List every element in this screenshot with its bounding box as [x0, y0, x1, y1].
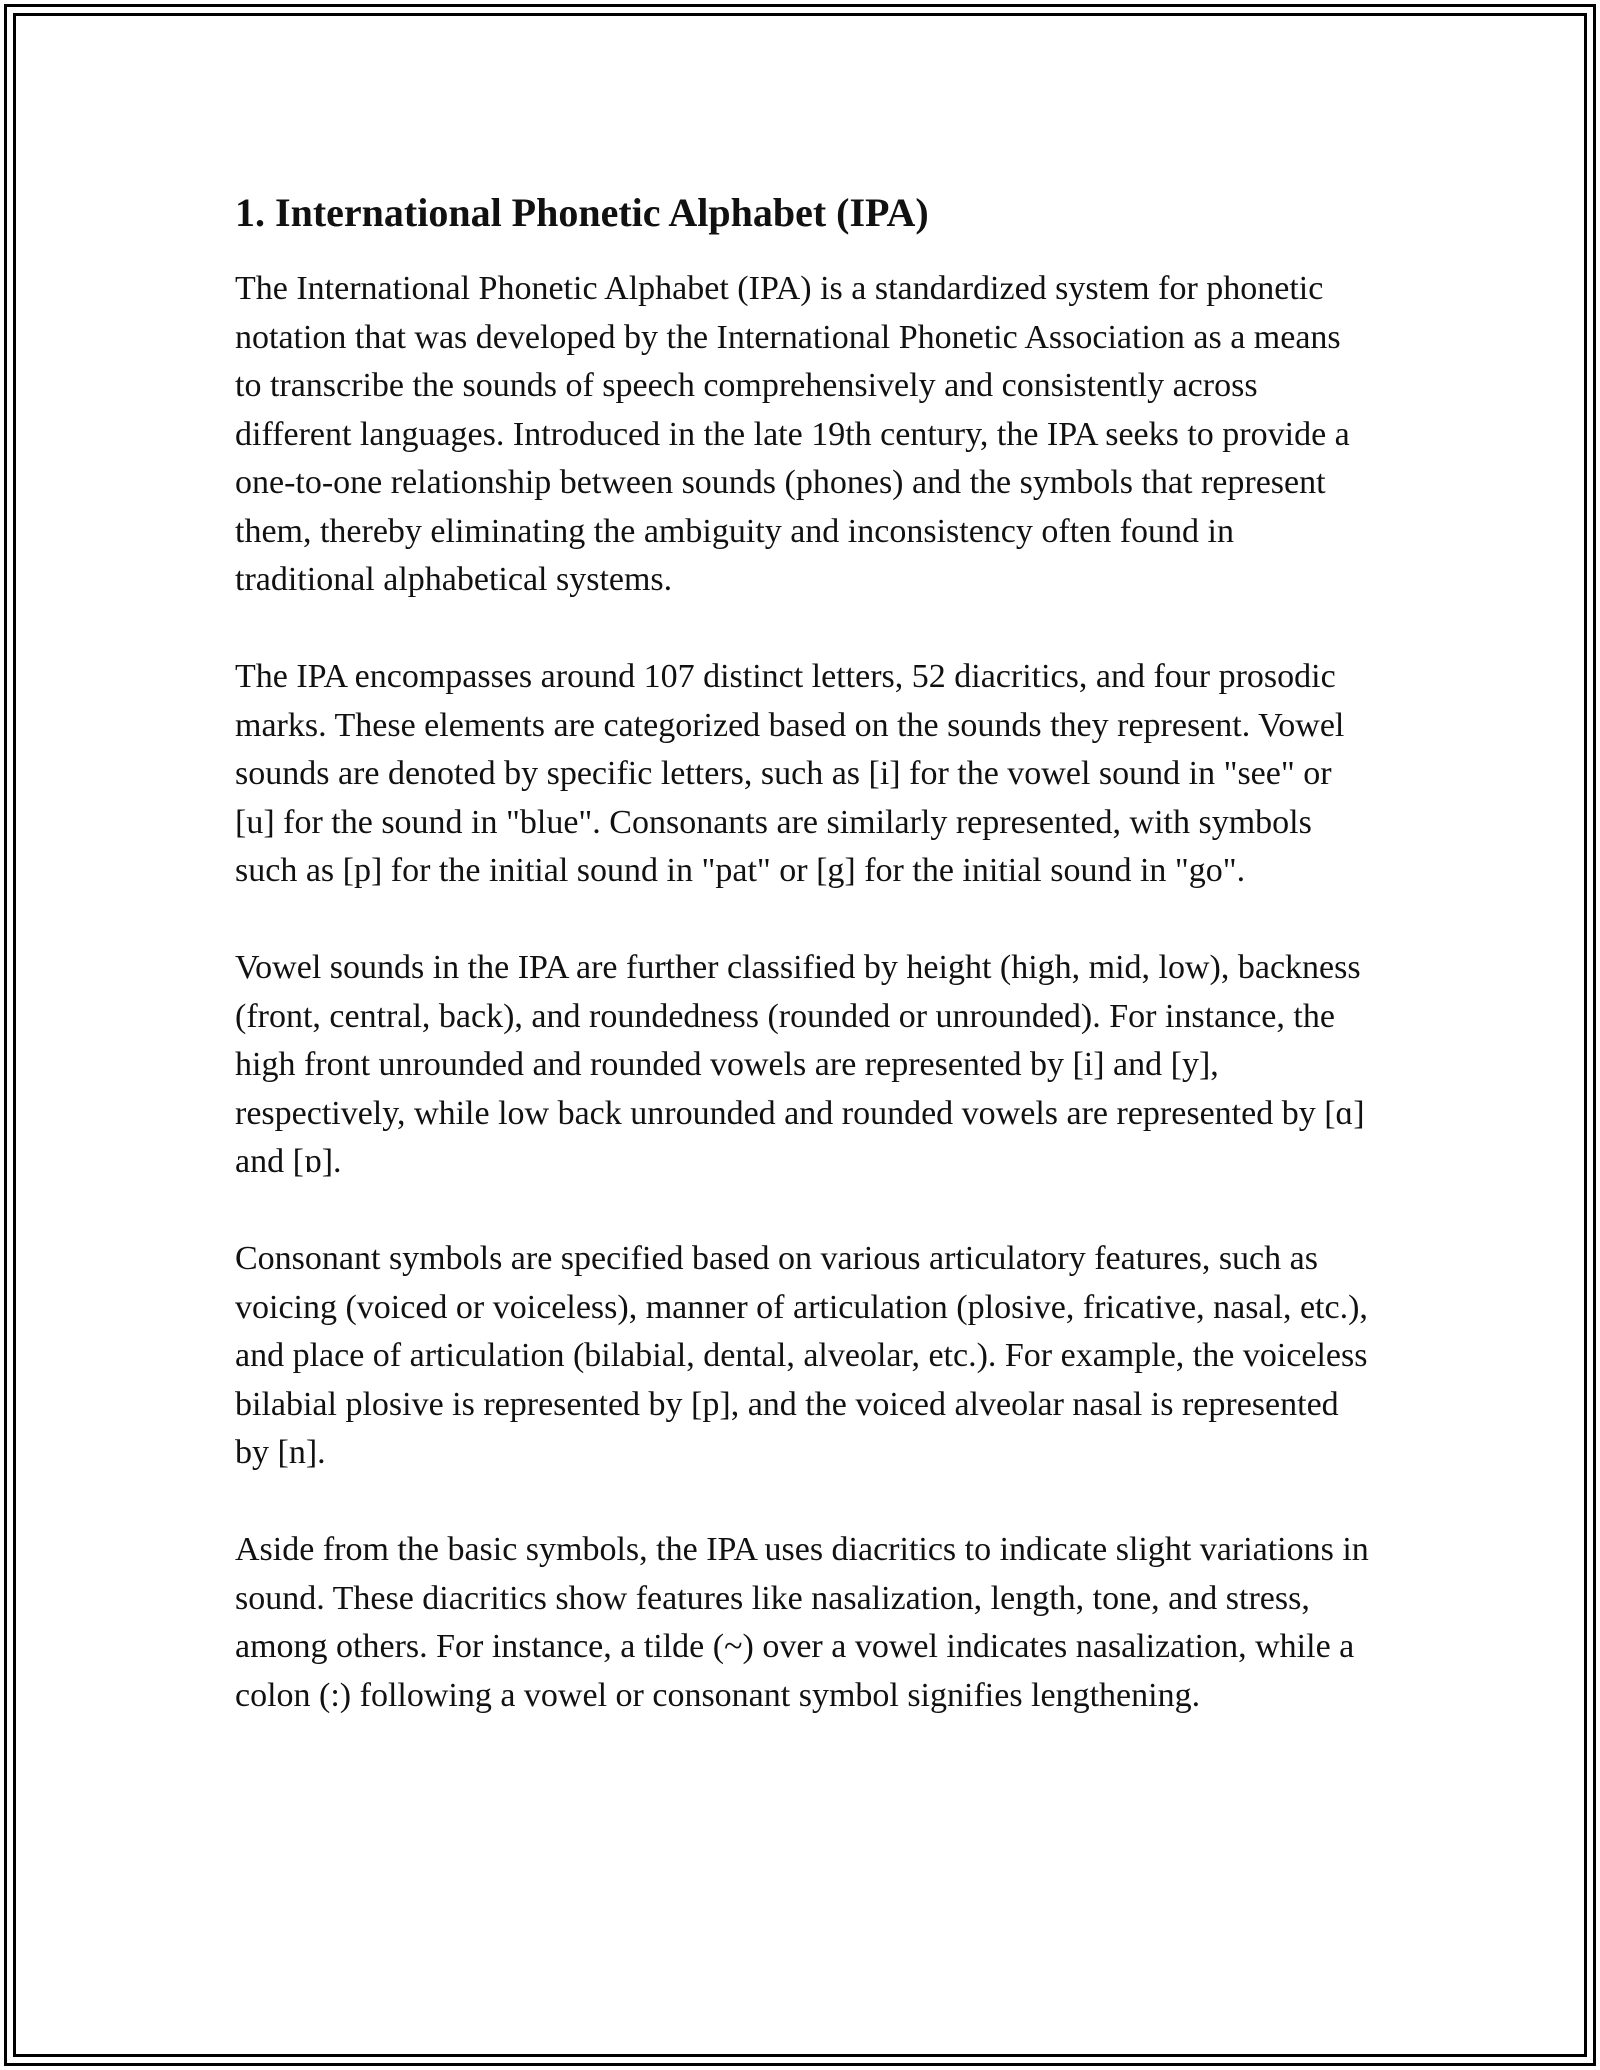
paragraph-ipa-intro: The International Phonetic Alphabet (IPA) is a standardized system for phonetic notation that was developed by the International Phonetic Association as a means to transcribe the sounds of speech comprehensively and consistently across different languages. Introduced in the late 19th century, the IPA seeks to provide a one-to-one relationship between sounds (phones) and the symbols that represent them, thereby eliminating the ambiguity and inconsistency often found in traditional alphabetical systems. — [235, 270, 1350, 598]
paragraph-ipa-inventory: The IPA encompasses around 107 distinct letters, 52 diacritics, and four prosodic marks. These elements are categorized based on the sounds they represent. Vowel sounds are denoted by specific letters, such as [i] for the vowel sound in "see" or [u] for the sound in "blue". Consonants are similarly represented, with symbols such as [p] for the initial sound in "pat" or [g] for the initial sound in "go". — [235, 658, 1345, 889]
document-body — [235, 185, 1375, 1769]
paragraph-consonant-features: Consonant symbols are specified based on various articulatory features, such as voicing (voiced or voiceless), manner of articulation (plosive, fricative, nasal, etc.), and place of articulation (bilabial, dental, alveolar, etc.). For example, the voiceless bilabial plosive is represented by [p], and the voiced alveolar nasal is represented by [n]. — [235, 1240, 1368, 1471]
paragraph-vowel-classification: Vowel sounds in the IPA are further classified by height (high, mid, low), backness (front, central, back), and roundedness (rounded or unrounded). For instance, the high front unrounded and rounded vowels are represented by [i] and [y], respectively, while low back unrounded and rounded vowels are represented by [ɑ] and [ɒ]. — [235, 949, 1365, 1180]
paragraph-diacritics: Aside from the basic symbols, the IPA uses diacritics to indicate slight variations in sound. These diacritics show features like nasalization, length, tone, and stress, among others. For instance, a tilde (~) over a vowel indicates nasalization, while a colon (:) following a vowel or consonant symbol signifies lengthening. — [235, 1531, 1369, 1714]
section-title: 1. International Phonetic Alphabet (IPA) — [235, 190, 929, 235]
